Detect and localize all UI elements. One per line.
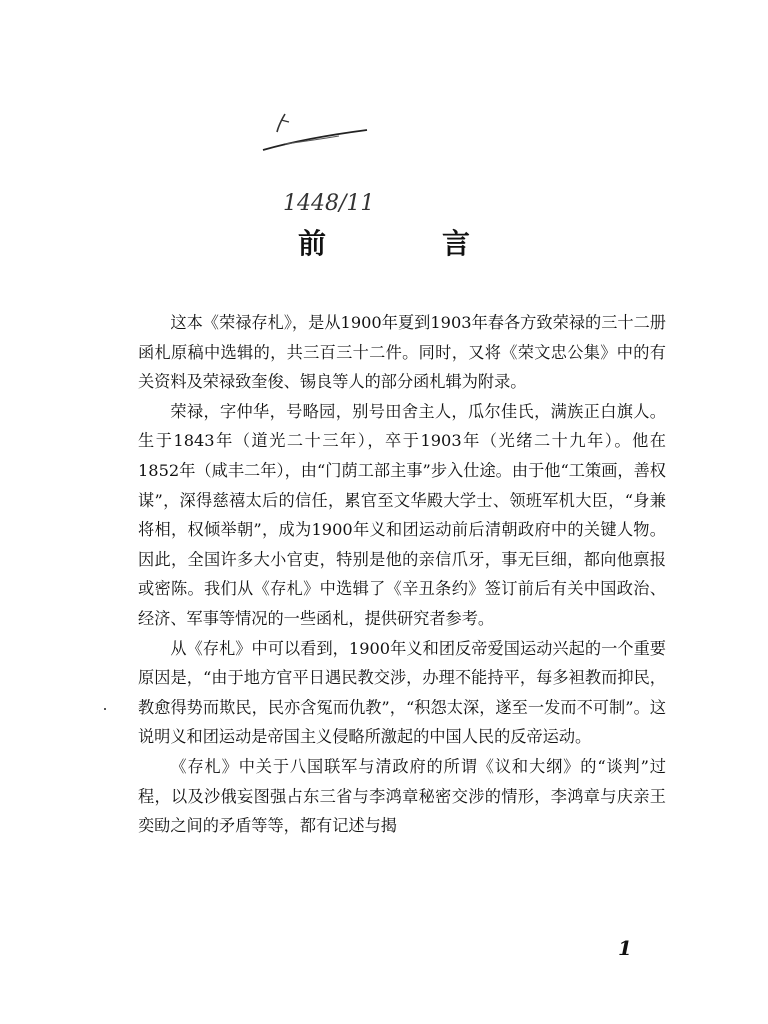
- paragraph-3: 从《存札》中可以看到，1900年义和团反帝爱国运动兴起的一个重要原因是，“由于地方官平日遇民教交涉，办理不能持平，每多袒教而抑民，教愈得势而欺民，民亦含冤而仇教”，“积怨太深，遂至一发而不可制”。这说明义和团运动是帝国主义侵略所激起的中国人民的反帝运动。: [138, 638, 666, 747]
- page-number: 1: [618, 936, 632, 960]
- paragraph-2: 荣禄，字仲华，号略园，别号田舍主人，瓜尔佳氏，满族正白旗人。生于1843年（道光二十三年），卒于1903年（光绪二十九年）。他在1852年（咸丰二年），由“门荫工部主事”步入仕途。由于他“工策画，善权谋”，深得慈禧太后的信任，累官至文华殿大学士、领班军机大臣，“身兼将相，权倾举朝”，成为1900年义和团运动前后清朝政府中的关键人物。因此，全国许多大小官吏，特别是他的亲信爪牙，事无巨细，都向他禀报或密陈。我们从《存札》中选辑了《辛丑条约》签订前后有关中国政治、经济、军事等情况的一些函札，提供研究者参考。: [138, 401, 666, 628]
- body-text: [138, 308, 666, 841]
- handwritten-annotation: [255, 100, 385, 225]
- handwritten-number: 1448/11: [283, 191, 375, 216]
- paragraph-4: 《存札》中关于八国联军与清政府的所谓《议和大纲》的“谈判”过程，以及沙俄妄图强占东三省与李鸿章秘密交涉的情形，李鸿章与庆亲王奕劻之间的矛盾等等，都有记述与揭: [138, 756, 666, 836]
- scan-speck: [104, 708, 106, 710]
- page-title: 前 言: [297, 227, 514, 260]
- paragraph-1: 这本《荣禄存札》，是从1900年夏到1903年春各方致荣禄的三十二册函札原稿中选辑的，共三百三十二件。同时，又将《荣文忠公集》中的有关资料及荣禄致奎俊、锡良等人的部分函札辑为附录。: [138, 313, 666, 392]
